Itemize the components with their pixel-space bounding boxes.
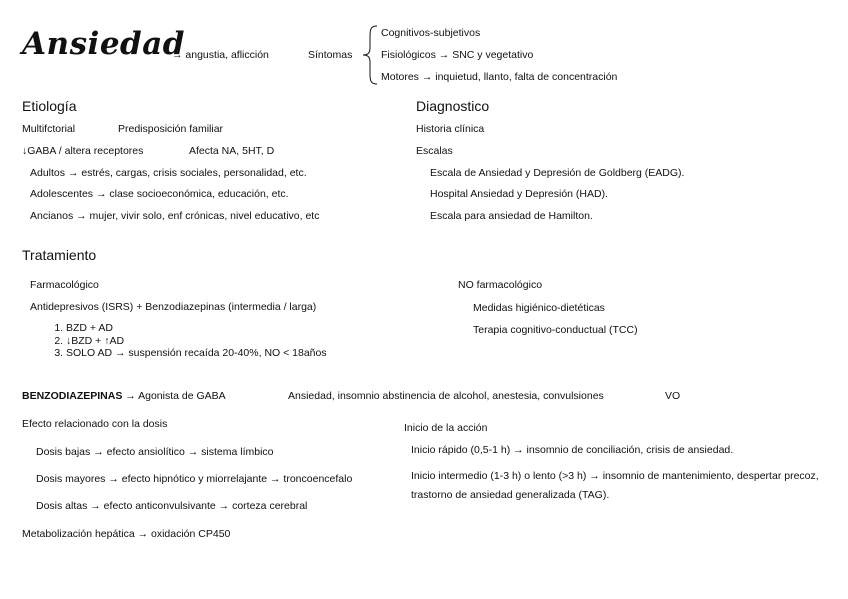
etiologia-heading: Etiología	[22, 98, 77, 114]
symptom-item: Motores → inquietud, llanto, falta de concentración	[381, 71, 618, 83]
etiologia-multifactorial: Multifctorial	[22, 123, 76, 135]
diagnostico-item: Escala para ansiedad de Hamilton.	[430, 210, 593, 222]
benzodiazepinas-route: VO	[665, 390, 681, 402]
symptoms-label: Síntomas	[308, 49, 353, 61]
diagnostico-item: Hospital Ansiedad y Depresión (HAD).	[430, 188, 608, 200]
diagnostico-escalas: Escalas	[416, 145, 453, 157]
etiologia-gaba: ↓GABA / altera receptores	[22, 145, 144, 157]
diagnostico-historia: Historia clínica	[416, 123, 485, 135]
benzodiazepinas-uses: Ansiedad, insomnio abstinencia de alcohol, anestesia, convulsiones	[288, 390, 604, 402]
benzodiazepinas-heading: BENZODIAZEPINAS	[22, 390, 123, 402]
dose-item: Dosis altas → efecto anticonvulsivante → corteza cerebral	[36, 500, 308, 512]
metabolizacion: Metabolización hepática → oxidación CP450	[22, 528, 231, 540]
no-farm-item: Medidas higiénico-dietéticas	[473, 302, 605, 314]
benzodiazepinas-action: → Agonista de GABA	[125, 390, 226, 402]
symptom-item: Fisiológicos → SNC y vegetativo	[381, 49, 534, 61]
dose-item: Dosis mayores → efecto hipnótico y miorrelajante → troncoencefalo	[36, 473, 353, 485]
etiologia-afecta: Afecta NA, 5HT, D	[189, 145, 275, 157]
diagnostico-heading: Diagnostico	[416, 98, 490, 114]
etiologia-item: Adolescentes → clase socioeconómica, educación, etc.	[30, 188, 289, 200]
tratamiento-steps-list	[30, 322, 327, 360]
etiologia-predisposicion: Predisposición familiar	[118, 123, 224, 135]
dose-item: Dosis bajas → efecto ansiolítico → sistema límbico	[36, 446, 274, 458]
inicio-label: Inicio de la acción	[404, 422, 488, 434]
tratamiento-farmacologico: Farmacológico	[30, 279, 99, 291]
etiologia-item: Adultos → estrés, cargas, crisis sociales, personalidad, etc.	[30, 167, 307, 179]
list-item: 3. SOLO AD → suspensión recaída 20-40%, NO < 18años	[66, 347, 327, 360]
page-title: Ansiedad	[22, 26, 185, 62]
title-definition: → angustia, aflicción	[172, 49, 269, 61]
tratamiento-antidepresivos: Antidepresivos (ISRS) + Benzodiazepinas (intermedia / larga)	[30, 301, 317, 313]
tratamiento-heading: Tratamiento	[22, 247, 97, 263]
benzodiazepinas-line	[22, 390, 226, 403]
inicio-rapido: Inicio rápido (0,5-1 h) → insomnio de conciliación, crisis de ansiedad.	[411, 444, 734, 456]
etiologia-item: Ancianos → mujer, vivir solo, enf crónicas, nivel educativo, etc	[30, 210, 320, 222]
no-farm-item: Terapia cognitivo-conductual (TCC)	[473, 324, 638, 336]
inicio-intermedio: Inicio intermedio (1-3 h) o lento (>3 h) → insomnio de mantenimiento, despertar precoz,	[411, 470, 819, 482]
inicio-intermedio-continued: trastorno de ansiedad generalizada (TAG).	[411, 489, 610, 501]
tratamiento-no-farmacologico: NO farmacológico	[458, 279, 543, 291]
curly-brace-icon	[361, 24, 379, 86]
symptom-item: Cognitivos-subjetivos	[381, 27, 481, 39]
efecto-label: Efecto relacionado con la dosis	[22, 418, 168, 430]
diagnostico-item: Escala de Ansiedad y Depresión de Goldberg (EADG).	[430, 167, 685, 179]
list-item: 1. BZD + AD	[66, 322, 327, 335]
list-item: 2. ↓BZD + ↑AD	[66, 335, 327, 348]
